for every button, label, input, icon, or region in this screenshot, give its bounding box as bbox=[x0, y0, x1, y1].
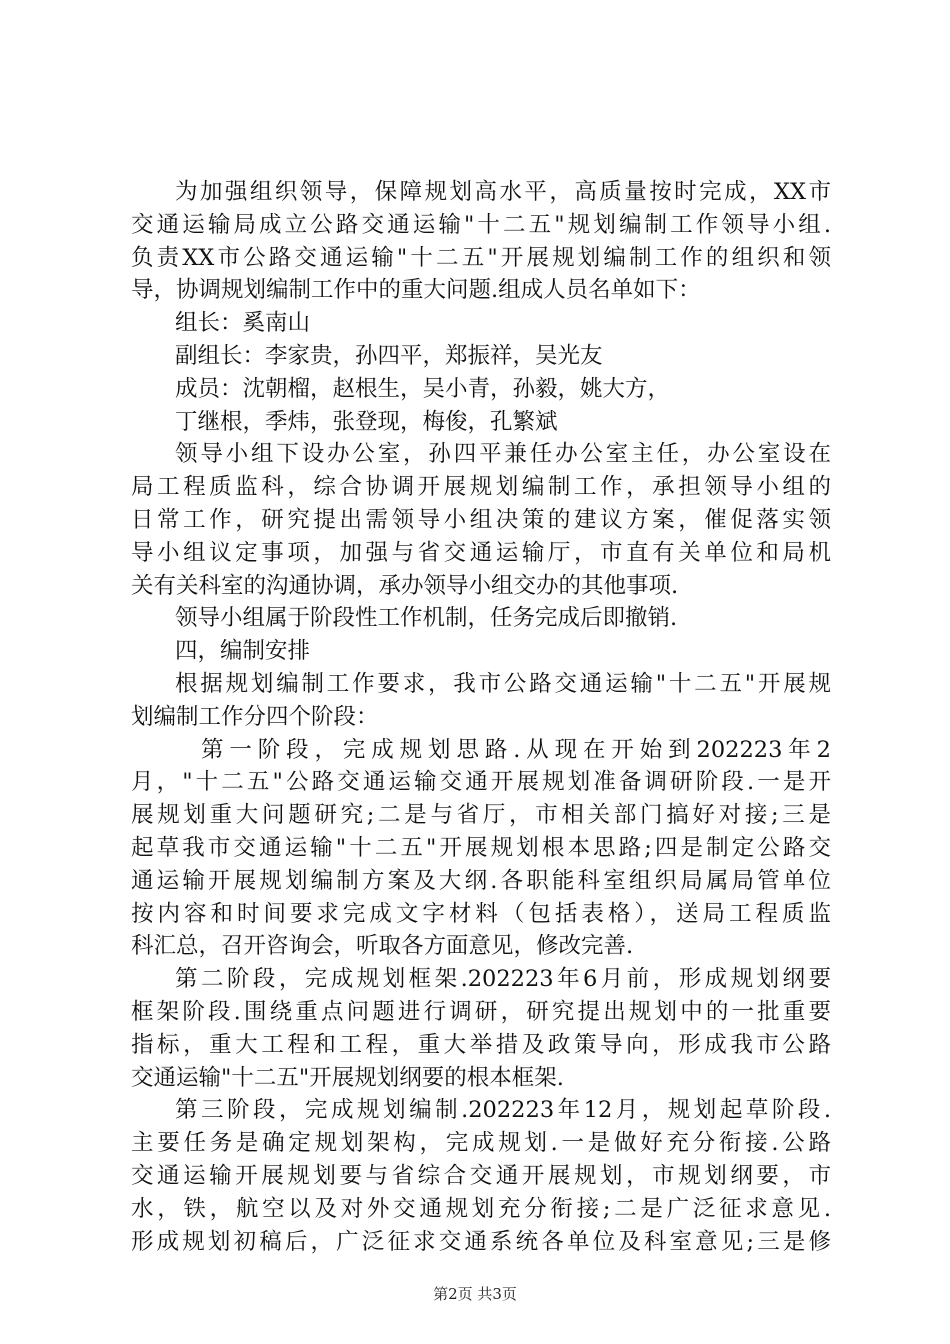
text-line: 丁继根，季炜，张登现，梅俊，孔繁斌 bbox=[175, 408, 558, 435]
document-body bbox=[131, 176, 831, 1258]
text-line: 组长：奚南山 bbox=[175, 310, 311, 337]
text-line: 通运输开展规划编制方案及大纲.各职能科室组织局属局管单位 bbox=[131, 867, 831, 894]
text-line: 划编制工作分四个阶段： bbox=[131, 703, 379, 730]
text-line: 主要任务是确定规划架构，完成规划.一是做好充分衔接.公路 bbox=[131, 1130, 831, 1157]
text-line: 领导小组属于阶段性工作机制，任务完成后即撤销. bbox=[175, 605, 678, 632]
text-line: 局工程质监科，综合协调开展规划编制工作，承担领导小组的 bbox=[131, 474, 831, 501]
text-line: 交通运输局成立公路交通运输"十二五"规划编制工作领导小组. bbox=[131, 211, 831, 238]
text-line: 日常工作，研究提出需领导小组决策的建议方案，催促落实领 bbox=[131, 506, 831, 533]
text-line: 第一阶段，完成规划思路.从现在开始到202223年2 bbox=[201, 736, 831, 763]
text-line: 交通运输"十二五"开展规划纲要的根本框架. bbox=[131, 1064, 564, 1091]
page-footer bbox=[0, 1284, 950, 1304]
page-number: 第2页 共3页 bbox=[433, 1285, 517, 1303]
text-line: 根据规划编制工作要求，我市公路交通运输"十二五"开展规 bbox=[175, 670, 831, 697]
section-heading: 四，编制安排 bbox=[175, 638, 311, 665]
text-line: 负责XX市公路交通运输"十二五"开展规划编制工作的组织和领 bbox=[131, 244, 831, 271]
text-line: 第二阶段，完成规划框架.202223年6月前，形成规划纲要 bbox=[175, 966, 831, 993]
text-line: 按内容和时间要求完成文字材料（包括表格），送局工程质监 bbox=[131, 900, 831, 927]
text-line: 框架阶段.围绕重点问题进行调研，研究提出规划中的一批重要 bbox=[131, 998, 831, 1025]
text-line: 副组长：李家贵，孙四平，郑振祥，吴光友 bbox=[175, 342, 603, 369]
text-line: 成员：沈朝榴，赵根生，吴小青，孙毅，姚大方， bbox=[175, 375, 671, 402]
text-line: 月，"十二五"公路交通运输交通开展规划准备调研阶段.一是开 bbox=[131, 769, 831, 796]
text-line: 领导小组下设办公室，孙四平兼任办公室主任，办公室设在 bbox=[175, 441, 831, 468]
text-line: 形成规划初稿后，广泛征求交通系统各单位及科室意见;三是修 bbox=[131, 1228, 831, 1255]
text-line: 水，铁，航空以及对外交通规划充分衔接;二是广泛征求意见. bbox=[131, 1195, 831, 1222]
text-line: 起草我市交通运输"十二五"开展规划根本思路;四是制定公路交 bbox=[131, 834, 831, 861]
text-line: 导，协调规划编制工作中的重大问题.组成人员名单如下： bbox=[131, 277, 701, 304]
text-line: 第三阶段，完成规划编制.202223年12月，规划起草阶段. bbox=[175, 1097, 831, 1124]
text-line: 关有关科室的沟通协调，承办领导小组交办的其他事项. bbox=[131, 572, 679, 599]
text-line: 导小组议定事项，加强与省交通运输厅，市直有关单位和局机 bbox=[131, 539, 831, 566]
text-line: 指标，重大工程和工程，重大举措及政策导向，形成我市公路 bbox=[131, 1031, 831, 1058]
text-line: 展规划重大问题研究;二是与省厅，市相关部门搞好对接;三是 bbox=[131, 802, 831, 829]
text-line: 科汇总，召开咨询会，听取各方面意见，修改完善. bbox=[131, 933, 634, 960]
text-line: 交通运输开展规划要与省综合交通开展规划，市规划纲要，市 bbox=[131, 1162, 831, 1189]
text-line: 为加强组织领导，保障规划高水平，高质量按时完成，XX市 bbox=[175, 179, 831, 205]
